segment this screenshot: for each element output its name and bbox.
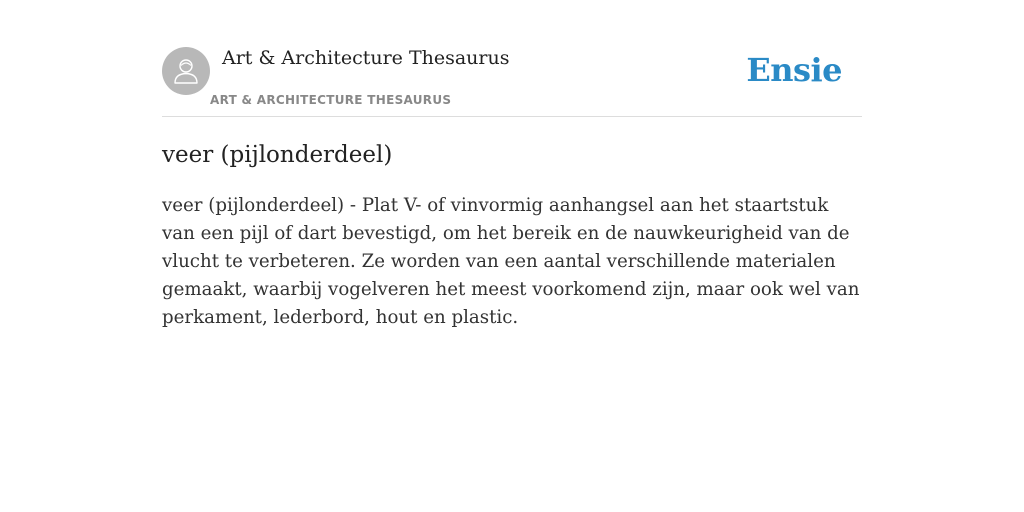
page-container bbox=[162, 0, 862, 328]
page-title: veer (pijlonderdeel) bbox=[162, 142, 393, 168]
author-name[interactable]: Art & Architecture Thesaurus bbox=[222, 47, 510, 69]
brand-logo[interactable]: Ensie bbox=[746, 51, 842, 89]
user-icon bbox=[171, 56, 201, 86]
avatar[interactable] bbox=[162, 47, 210, 95]
category-label[interactable]: ART & ARCHITECTURE THESAURUS bbox=[210, 93, 452, 107]
header bbox=[162, 0, 862, 117]
article-body: veer (pijlonderdeel) - Plat V- of vinvormig aanhangsel aan het staartstuk van een pijl of dart bevestigd, om het bereik en de nauwkeurigheid van de vlucht te verbeteren. Ze worden van een aantal verschillende materialen gemaakt, waarbij vogelveren het meest voorkomend zijn, maar ook wel van perkament, lederbord, hout en plastic. bbox=[162, 195, 860, 328]
